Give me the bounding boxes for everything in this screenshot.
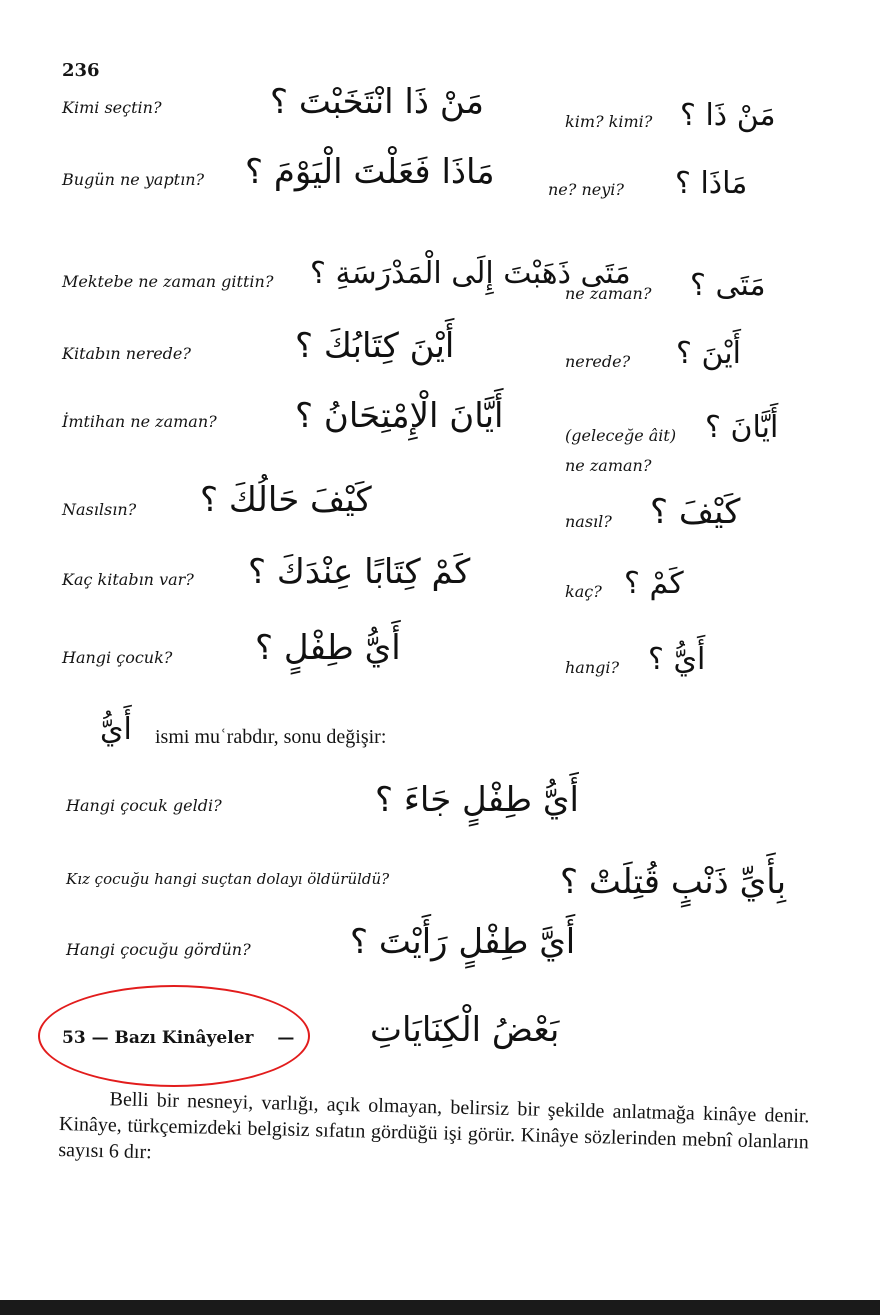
left-question-3: Mektebe ne zaman gittin?	[62, 272, 274, 291]
left-arabic-1: مَنْ ذَا انْتَخَبْتَ ؟	[270, 82, 484, 122]
left-question-1: Kimi seçtin?	[62, 98, 162, 117]
example-question-2: Kız çocuğu hangi suçtan dolayı öldürüldü?	[66, 870, 390, 888]
left-arabic-2: مَاذَا فَعَلْتَ الْيَوْمَ ؟	[245, 152, 495, 192]
right-arabic-7: كَمْ ؟	[624, 566, 684, 601]
section-dash-2: —	[277, 1028, 295, 1048]
right-term-5-continued: ne zaman?	[565, 456, 652, 475]
right-term-2: ne? neyi?	[548, 180, 624, 199]
right-arabic-4: أَيْنَ ؟	[676, 336, 741, 371]
example-arabic-3: أَيَّ طِفْلٍ رَأَيْتَ ؟	[350, 922, 576, 962]
left-arabic-5: أَيَّانَ الْإِمْتِحَانُ ؟	[295, 396, 504, 436]
note-text: ismi muʿrabdır, sonu değişir:	[155, 726, 387, 748]
left-question-7: Kaç kitabın var?	[62, 570, 194, 589]
left-question-6: Nasılsın?	[62, 500, 137, 519]
left-question-8: Hangi çocuk?	[62, 648, 173, 667]
right-term-8: hangi?	[565, 658, 620, 677]
left-question-2: Bugün ne yaptın?	[62, 170, 205, 189]
example-arabic-2: بِأَيِّ ذَنْبٍ قُتِلَتْ ؟	[560, 862, 787, 902]
right-arabic-5: أَيَّانَ ؟	[705, 410, 779, 445]
left-arabic-4: أَيْنَ كِتَابُكَ ؟	[295, 326, 455, 366]
left-question-4: Kitabın nerede?	[62, 344, 191, 363]
right-arabic-2: مَاذَا ؟	[675, 166, 748, 201]
section-title: Bazı Kinâyeler	[114, 1028, 254, 1048]
example-question-3: Hangi çocuğu gördün?	[66, 940, 251, 959]
right-term-3: ne zaman?	[565, 284, 652, 303]
page-number: 236	[62, 60, 100, 81]
section-arabic-title: بَعْضُ الْكِنَايَاتِ	[370, 1010, 560, 1050]
example-arabic-1: أَيُّ طِفْلٍ جَاءَ ؟	[375, 780, 579, 820]
right-term-4: nerede?	[565, 352, 631, 371]
left-arabic-6: كَيْفَ حَالُكَ ؟	[200, 480, 372, 520]
left-arabic-3: مَتَى ذَهَبْتَ إِلَى الْمَدْرَسَةِ ؟	[310, 256, 631, 291]
right-arabic-3: مَتَى ؟	[690, 268, 766, 303]
scan-bottom-edge	[0, 1300, 880, 1315]
right-term-7: kaç?	[565, 582, 602, 601]
right-term-1: kim? kimi?	[565, 112, 653, 131]
right-arabic-8: أَيُّ ؟	[648, 642, 706, 677]
left-arabic-8: أَيُّ طِفْلٍ ؟	[255, 628, 401, 668]
example-question-1: Hangi çocuk geldi?	[66, 796, 222, 815]
left-arabic-7: كَمْ كِتَابًا عِنْدَكَ ؟	[248, 552, 471, 592]
right-term-6: nasıl?	[565, 512, 612, 531]
body-paragraph: Belli bir nesneyi, varlığı, açık olmayan, belirsiz bir şekilde anlatmağa kinâye denir. Kinâye, türkçemizdeki belgisiz sıfatın gördüğü işi görür. Kinâye sözlerinden mebnî olanların sayısı 6 dır:	[58, 1088, 810, 1164]
section-heading	[62, 1028, 294, 1048]
section-number: 53	[62, 1028, 86, 1048]
right-arabic-6: كَيْفَ ؟	[650, 492, 741, 532]
right-term-5: (geleceğe âit)	[565, 426, 677, 445]
note-arabic: أَيُّ	[100, 712, 132, 747]
left-question-5: İmtihan ne zaman?	[62, 412, 217, 431]
section-dash: —	[91, 1028, 109, 1048]
right-arabic-1: مَنْ ذَا ؟	[680, 98, 776, 133]
